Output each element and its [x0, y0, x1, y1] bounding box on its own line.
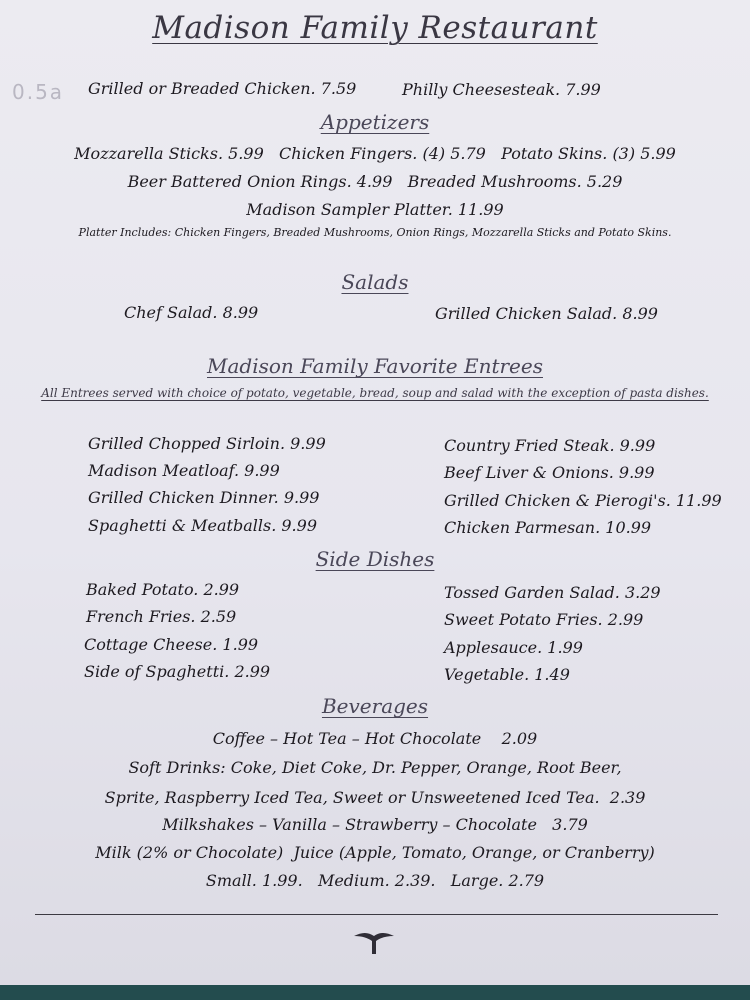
- footer-divider: [35, 914, 718, 915]
- item-name: Madison Meatloaf.: [88, 461, 240, 480]
- item-name: Country Fried Steak.: [444, 436, 615, 455]
- item-price: 1.99: [222, 635, 259, 654]
- fleuron-ornament-icon: [352, 928, 396, 956]
- item-name: Beef Liver & Onions.: [444, 463, 614, 482]
- menu-item: [88, 516, 317, 535]
- entrees-heading: [0, 354, 750, 378]
- menu-item: [444, 610, 643, 629]
- item-price: 11.99: [457, 200, 504, 219]
- item-name: Vegetable.: [444, 665, 530, 684]
- ghost-mark: 0.5a: [12, 80, 65, 104]
- section-heading-text: Appetizers: [320, 110, 430, 134]
- menu-item: [88, 79, 356, 98]
- menu-item: [88, 488, 319, 507]
- beverage-line: Sprite, Raspberry Iced Tea, Sweet or Unsweetened Iced Tea. 2.39: [104, 788, 646, 807]
- menu-item: [444, 638, 583, 657]
- item-name: Breaded Mushrooms.: [407, 172, 582, 191]
- sides-heading: [0, 547, 750, 571]
- menu-item: [84, 662, 270, 681]
- menu-item: [444, 491, 722, 510]
- item-price: 9.99: [618, 463, 655, 482]
- item-name: French Fries.: [86, 607, 196, 626]
- menu-item: [88, 434, 326, 453]
- item-name: Grilled Chicken Dinner.: [88, 488, 279, 507]
- item-name: Beer Battered Onion Rings.: [127, 172, 352, 191]
- menu-item: [88, 461, 280, 480]
- table-background: [0, 985, 750, 1000]
- menu-item: [86, 607, 236, 626]
- item-name: Spaghetti & Meatballs.: [88, 516, 277, 535]
- item-price: 9.99: [283, 488, 320, 507]
- item-price: 3.29: [624, 583, 661, 602]
- item-name: Potato Skins. (3): [501, 144, 636, 163]
- item-price: 9.99: [281, 516, 317, 535]
- item-price: 7.59: [320, 79, 357, 98]
- item-price: 5.99: [228, 144, 264, 163]
- item-name: Madison Sampler Platter.: [246, 200, 453, 219]
- platter-note: Platter Includes: Chicken Fingers, Breaded Mushrooms, Onion Rings, Mozzarella Sticks and Potato Skins.: [78, 226, 672, 239]
- beverage-line: Milkshakes – Vanilla – Strawberry – Chocolate 3.79: [162, 815, 588, 834]
- section-heading-text: Side Dishes: [315, 547, 435, 571]
- item-price: 5.79: [450, 144, 486, 163]
- section-heading-text: Salads: [341, 270, 409, 294]
- menu-item: [84, 635, 258, 654]
- item-price: 2.99: [234, 662, 271, 681]
- section-heading-text: Beverages: [321, 694, 429, 718]
- item-price: 5.99: [640, 144, 676, 163]
- restaurant-title: [0, 10, 750, 46]
- menu-item: [444, 665, 570, 684]
- menu-item: [444, 463, 655, 482]
- item-price: 9.99: [290, 434, 326, 453]
- salads-heading: [0, 270, 750, 294]
- restaurant-title-text: Madison Family Restaurant: [152, 10, 598, 46]
- appetizers-row-3: [0, 200, 750, 219]
- entrees-note: [0, 386, 750, 400]
- item-name: Chef Salad.: [124, 303, 218, 322]
- beverage-line: Soft Drinks: Coke, Diet Coke, Dr. Pepper, Orange, Root Beer,: [128, 758, 622, 777]
- item-name: Grilled Chicken & Pierogi's.: [444, 491, 671, 510]
- appetizers-row-1: [0, 144, 750, 163]
- item-name: Philly Cheesesteak.: [402, 80, 561, 99]
- item-price: 8.99: [222, 303, 259, 322]
- item-name: Mozzarella Sticks.: [74, 144, 224, 163]
- item-name: Applesauce.: [444, 638, 543, 657]
- entrees-note-text: All Entrees served with choice of potato, vegetable, bread, soup and salad with the exception of pasta dishes.: [41, 386, 709, 400]
- item-name: Sweet Potato Fries.: [444, 610, 603, 629]
- item-price: 4.99: [356, 172, 393, 191]
- beverage-line: Coffee – Hot Tea – Hot Chocolate 2.09: [212, 729, 538, 748]
- beverage-line: Milk (2% or Chocolate) Juice (Apple, Tomato, Orange, or Cranberry): [95, 843, 655, 862]
- item-price: 11.99: [675, 491, 722, 510]
- section-heading-text: Madison Family Favorite Entrees: [207, 354, 543, 378]
- item-name: Grilled Chicken Salad.: [435, 304, 618, 323]
- appetizers-row-2: [0, 172, 750, 191]
- appetizers-heading: [0, 110, 750, 134]
- beverage-line: Small. 1.99. Medium. 2.39. Large. 2.79: [205, 871, 545, 890]
- item-price: 2.59: [200, 607, 237, 626]
- item-name: Chicken Parmesan.: [444, 518, 601, 537]
- item-price: 1.99: [547, 638, 583, 657]
- item-price: 1.49: [534, 665, 570, 684]
- item-price: 5.29: [586, 172, 623, 191]
- menu-item: [124, 303, 258, 322]
- item-price: 8.99: [622, 304, 658, 323]
- item-price: 7.99: [565, 80, 601, 99]
- menu-item: [86, 580, 239, 599]
- item-name: Side of Spaghetti.: [84, 662, 230, 681]
- item-name: Chicken Fingers. (4): [279, 144, 446, 163]
- item-price: 2.99: [607, 610, 644, 629]
- item-name: Cottage Cheese.: [84, 635, 218, 654]
- menu-item: [444, 518, 651, 537]
- item-name: Baked Potato.: [86, 580, 199, 599]
- item-name: Tossed Garden Salad.: [444, 583, 620, 602]
- item-name: Grilled or Breaded Chicken.: [88, 79, 316, 98]
- menu-item: [402, 80, 601, 99]
- menu-item: [444, 436, 655, 455]
- beverages-heading: [0, 694, 750, 718]
- menu-item: [444, 583, 661, 602]
- menu-item: [435, 304, 658, 323]
- item-name: Grilled Chopped Sirloin.: [88, 434, 286, 453]
- item-price: 2.99: [203, 580, 240, 599]
- item-price: 10.99: [605, 518, 652, 537]
- item-price: 9.99: [619, 436, 656, 455]
- item-price: 9.99: [244, 461, 280, 480]
